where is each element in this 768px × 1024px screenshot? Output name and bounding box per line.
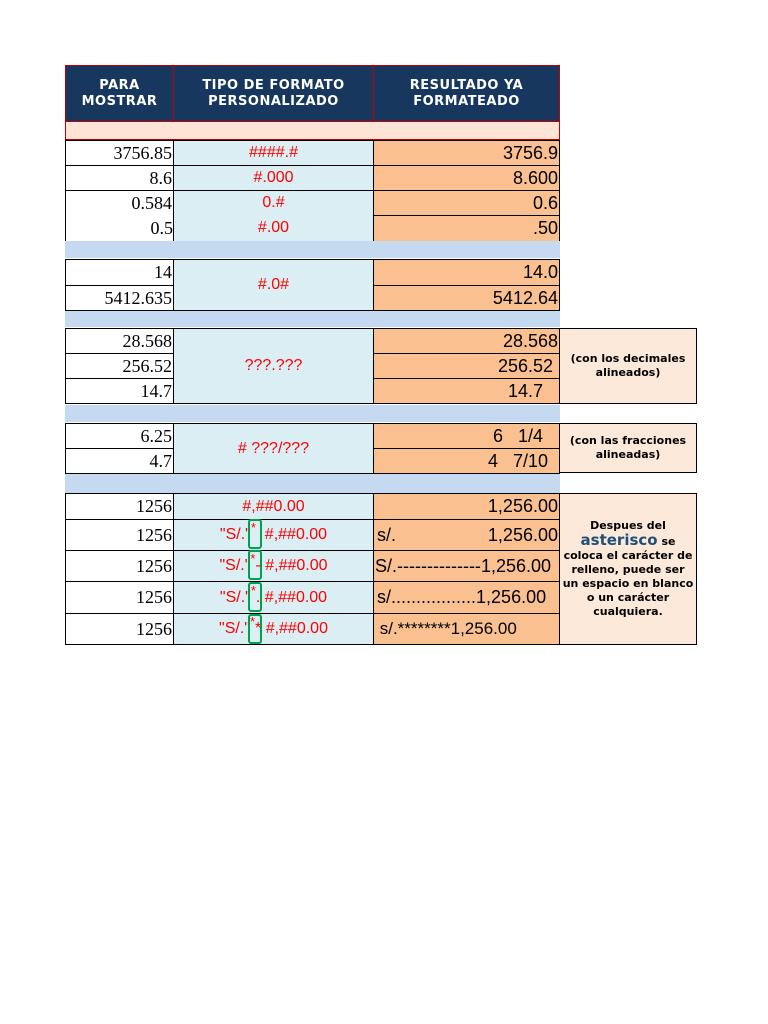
format-cell[interactable]: ???.???	[173, 328, 374, 404]
format-cell[interactable]: ####.#	[173, 140, 374, 166]
result-number: 1,256.00	[480, 555, 552, 576]
result-cell[interactable]: 1,256.00	[373, 493, 560, 520]
format-cell[interactable]: # ???/???	[173, 423, 374, 474]
format-cell[interactable]	[173, 519, 374, 551]
value-cell[interactable]: 5412.635	[65, 285, 174, 311]
value-cell[interactable]: 8.6	[65, 165, 174, 191]
format-cell[interactable]	[173, 550, 374, 582]
result-cell[interactable]	[373, 613, 560, 645]
format-text: #,##0.00	[242, 497, 305, 515]
value-cell[interactable]: 4.7	[65, 448, 174, 474]
note-decimals-aligned: (con los decimales alineados)	[559, 328, 697, 404]
result-cell[interactable]	[373, 550, 560, 582]
value-cell[interactable]: 1256	[65, 550, 174, 582]
separator-row	[65, 311, 560, 327]
result-cell[interactable]: 5412.64	[373, 285, 560, 311]
result-number: 1,256.00	[476, 587, 547, 607]
asterisk-highlight: asterisco	[580, 531, 658, 549]
separator-row	[65, 405, 560, 422]
note-text: Despues del asterisco se coloca el carácter de relleno, puede ser un espacio en blanco o un carácter cualquiera.	[562, 519, 694, 618]
format-cell[interactable]: #.00	[173, 215, 374, 241]
result-prefix: S/.--------------	[375, 555, 481, 576]
result-cell[interactable]: 6 1/4	[373, 423, 560, 449]
result-cell[interactable]: 256.52	[373, 353, 560, 379]
format-cell[interactable]: #.000	[173, 165, 374, 191]
format-cell[interactable]	[173, 581, 374, 614]
fill-char-highlight	[248, 582, 262, 612]
value-cell[interactable]: 3756.85	[65, 140, 174, 166]
format-cell[interactable]	[173, 613, 374, 645]
separator-row	[65, 241, 560, 258]
result-cell[interactable]: 28.568	[373, 328, 560, 354]
value-cell[interactable]: 6.25	[65, 423, 174, 449]
format-text: "S/."** #,##0.00	[219, 614, 328, 637]
value-cell[interactable]: 0.5	[65, 215, 174, 241]
result-cell[interactable]: 3756.9	[373, 140, 560, 166]
value-cell[interactable]: 1256	[65, 493, 174, 520]
header-col-result: RESULTADO YA FORMATEADO	[373, 65, 560, 122]
result-cell[interactable]: 0.6	[373, 190, 560, 216]
format-cell[interactable]: 0.#	[173, 190, 374, 216]
format-text: "S/."* #,##0.00	[219, 520, 328, 543]
format-text: "S/."*. #,##0.00	[219, 582, 328, 606]
note-fill-character	[559, 493, 697, 645]
result-cell[interactable]	[373, 519, 560, 551]
result-prefix: s/.	[377, 524, 397, 545]
header-col-format: TIPO DE FORMATO PERSONALIZADO	[173, 65, 374, 122]
value-cell[interactable]: 0.584	[65, 190, 174, 216]
result-number: 1,256.00	[450, 619, 517, 638]
value-cell[interactable]: 1256	[65, 581, 174, 614]
result-number: 1,256.00	[487, 524, 558, 545]
value-cell[interactable]: 28.568	[65, 328, 174, 354]
result-cell[interactable]: 4 7/10	[373, 448, 560, 474]
value-cell[interactable]: 1256	[65, 519, 174, 551]
note-fractions-aligned: (con las fracciones alineadas)	[559, 423, 697, 473]
fill-char-highlight	[248, 519, 262, 549]
result-prefix: s/.********	[375, 619, 451, 638]
result-cell[interactable]: 8.600	[373, 165, 560, 191]
format-cell[interactable]: #.0#	[173, 259, 374, 311]
fill-char-highlight	[248, 614, 262, 644]
value-cell[interactable]: 1256	[65, 613, 174, 645]
value-cell[interactable]: 14.7	[65, 378, 174, 404]
fill-char-highlight	[248, 550, 262, 580]
separator-row	[65, 121, 560, 140]
result-prefix: s/.................	[377, 587, 477, 607]
format-text: "S/."*- #,##0.00	[219, 551, 328, 574]
result-cell[interactable]	[373, 581, 560, 614]
value-cell[interactable]: 256.52	[65, 353, 174, 379]
result-cell[interactable]: 14.7	[373, 378, 560, 404]
header-col-value: PARA MOSTRAR	[65, 65, 174, 122]
value-cell[interactable]: 14	[65, 259, 174, 286]
separator-row	[65, 474, 560, 493]
result-cell[interactable]: .50	[373, 215, 560, 241]
format-cell[interactable]	[173, 493, 374, 520]
result-cell[interactable]: 14.0	[373, 259, 560, 286]
